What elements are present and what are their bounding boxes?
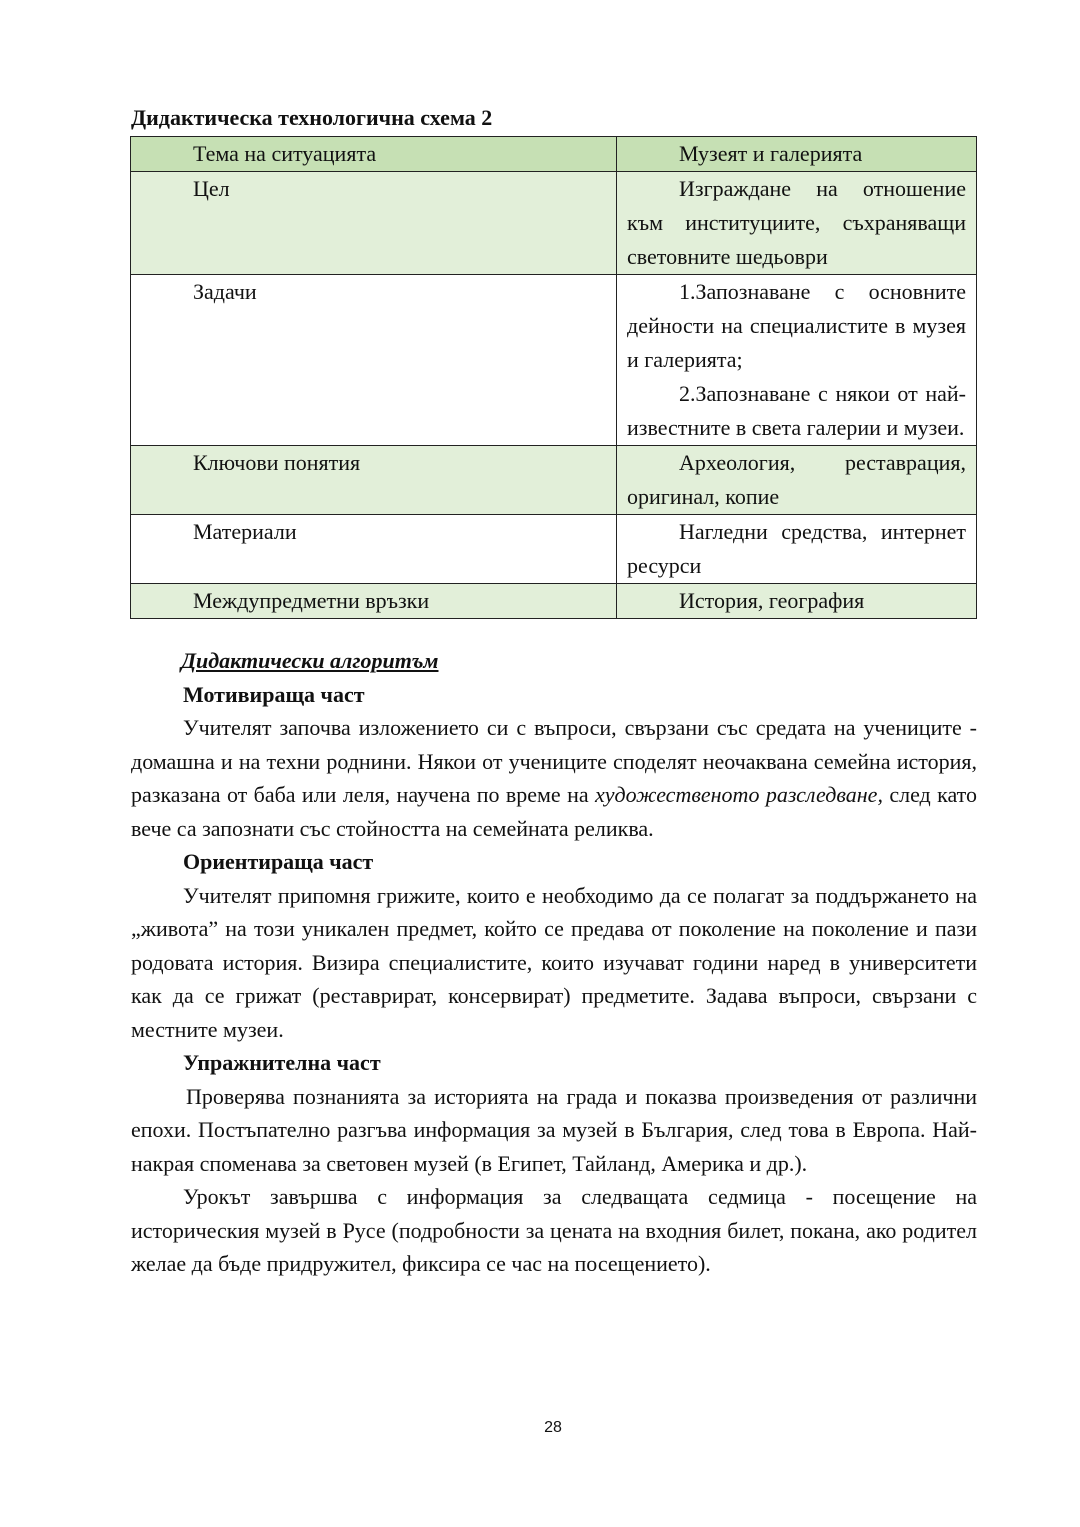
value-paragraph: Музеят и галерията [679, 141, 863, 166]
value-paragraph: Нагледни средства, интернет ресурси [627, 519, 966, 578]
motivating-paragraph [131, 711, 977, 845]
row-value [617, 584, 977, 619]
value-paragraph: История, география [679, 588, 865, 613]
value-paragraph: Археология, реставрация, оригинал, копие [627, 450, 966, 509]
table-row [131, 137, 977, 172]
scheme-table [130, 136, 977, 619]
text-span: Учителят започва изложението си с въпроси, свързани със средата на учениците - домашна и на техни роднини. Някои от учениците споделят неочаквана семейна история, разказана от баба или леля, научена по време на [131, 715, 977, 807]
value-paragraph: 2.Запознаване с някои от най-известните в света галерии и музеи. [627, 381, 966, 440]
row-value [617, 137, 977, 172]
row-label: Задачи [131, 275, 617, 446]
value-paragraph: Изграждане на отношение към институциите, съхраняващи световните шедьоври [627, 176, 966, 269]
row-value [617, 172, 977, 275]
table-row [131, 275, 977, 446]
value-paragraph: 1.Запознаване с основните дейности на специалистите в музея и галерията; [627, 279, 966, 372]
closing-paragraph: Урокът завършва с информация за следващата седмица - посещение на историческия музей в Русе (подробности за цената на входния билет, покана, ако родител желае да бъде придружител, фиксира се час на посещението). [131, 1184, 977, 1276]
algorithm-section [131, 644, 977, 1281]
text-span: след като вече са запознати със стойността на семейната реликва. [131, 782, 977, 841]
page-number: 28 [544, 1419, 562, 1436]
row-value [617, 446, 977, 515]
table-row [131, 446, 977, 515]
row-label: Материали [131, 515, 617, 584]
orienting-heading: Ориентираща част [183, 849, 374, 874]
row-label: Цел [131, 172, 617, 275]
exercise-heading: Упражнителна част [183, 1050, 381, 1075]
table-row [131, 172, 977, 275]
motivating-heading: Мотивираща част [183, 681, 365, 707]
table-row [131, 584, 977, 619]
row-value [617, 515, 977, 584]
exercise-paragraph: Проверява познанията за историята на града и показва произведения от различни епохи. Постъпателно разгъва информация за музей в България, след това в Европа. Най-накрая споменава за световен музей (в Египет, Тайланд, Америка и др.). [131, 1083, 977, 1176]
scheme-title: Дидактическа технологична схема 2 [131, 105, 493, 130]
algorithm-heading: Дидактически алгоритъм [181, 648, 439, 673]
italic-term: художественото разследване, [594, 782, 883, 807]
row-label: Междупредметни връзки [131, 584, 617, 619]
table-row [131, 515, 977, 584]
orienting-paragraph: Учителят припомня грижите, които е необходимо да се полагат за поддържането на „живота” на този уникален предмет, който се предава от поколение на поколение и пази родовата история. Визира специалистите, които изучават години наред в университети как да се грижат (реставрират, консервират) предметите. Задава въпроси, свързани с местните музеи. [131, 882, 977, 1042]
row-label: Тема на ситуацията [131, 137, 617, 172]
row-value [617, 275, 977, 446]
row-label: Ключови понятия [131, 446, 617, 515]
